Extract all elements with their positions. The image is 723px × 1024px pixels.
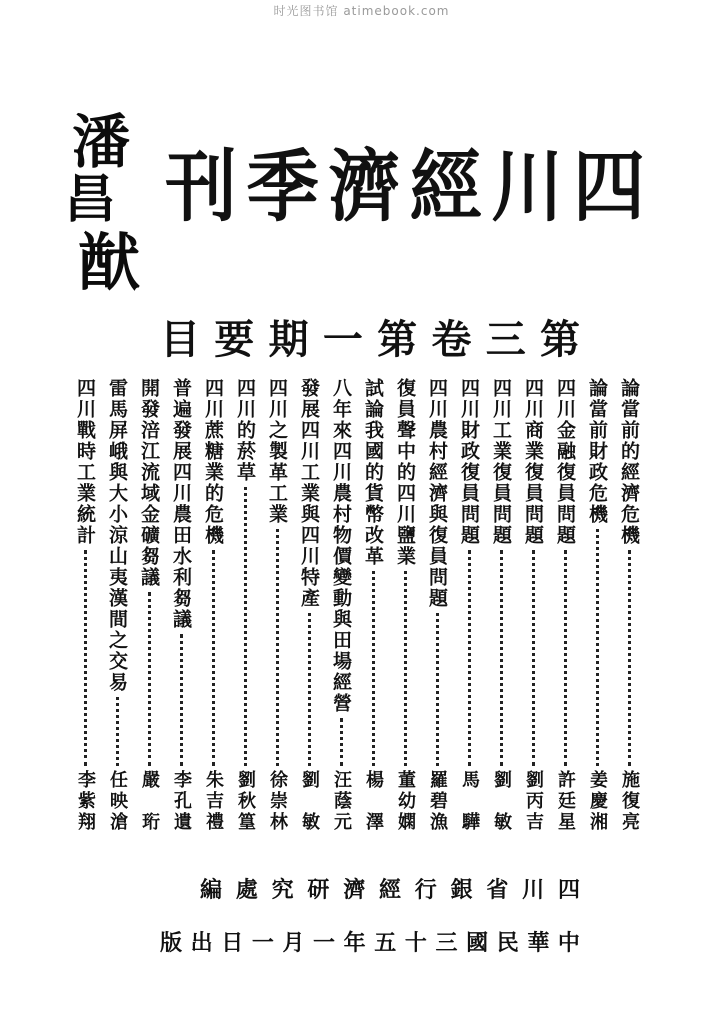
toc-author: 姜慶湘 <box>587 770 608 833</box>
toc-author: 劉 敏 <box>491 770 512 833</box>
title-char: 濟 <box>328 140 401 232</box>
toc-author: 劉秋篁 <box>235 770 256 833</box>
publication-date <box>160 926 580 957</box>
date-char: 一 <box>313 930 336 956</box>
toc-title: 四川農村經濟與復員問題 <box>426 378 448 609</box>
toc-leader-dots <box>372 571 375 766</box>
toc-author: 楊 澤 <box>363 770 384 833</box>
toc-leader-dots <box>212 550 215 766</box>
date-char: 民 <box>496 930 519 956</box>
publisher-char: 川 <box>522 877 545 903</box>
toc-entry <box>616 378 642 833</box>
toc-title: 論當前的經濟危機 <box>618 378 640 546</box>
toc-leader-dots <box>628 550 631 766</box>
toc-title: 四川工業復員問題 <box>490 378 512 546</box>
calligraphy-char: 潘 <box>72 108 131 176</box>
toc-title: 試論我國的貨幣改革 <box>362 378 384 567</box>
toc-title: 四川之製革工業 <box>266 378 288 525</box>
toc-author: 朱吉禮 <box>203 770 224 833</box>
issue-char: 目 <box>160 316 200 363</box>
publisher-char: 四 <box>557 877 580 903</box>
toc-entry <box>232 378 258 833</box>
toc-title: 四川商業復員問題 <box>522 378 544 546</box>
title-char: 刊 <box>165 140 238 232</box>
publisher-char: 省 <box>486 877 509 903</box>
publisher-char: 銀 <box>450 877 473 903</box>
toc-leader-dots <box>180 634 183 766</box>
toc-leader-dots <box>276 529 279 766</box>
issue-char: 三 <box>485 316 526 363</box>
date-char: 五 <box>374 930 397 956</box>
toc-entry <box>392 378 418 833</box>
toc-leader-dots <box>532 550 535 766</box>
toc-entry <box>72 378 98 833</box>
toc-title: 四川蔗糖業的危機 <box>202 378 224 546</box>
watermark: 时光图书馆 atimebook.com <box>273 4 450 18</box>
publisher-char: 經 <box>378 877 401 903</box>
publisher-char: 研 <box>307 877 330 903</box>
toc-title: 四川金融復員問題 <box>554 378 576 546</box>
toc-leader-dots <box>596 529 599 766</box>
toc-entry <box>456 378 482 833</box>
toc-author: 李孔遺 <box>171 770 192 833</box>
date-char: 年 <box>343 930 366 956</box>
issue-char: 要 <box>214 316 255 363</box>
title-char: 經 <box>409 140 482 232</box>
toc-leader-dots <box>116 697 119 766</box>
toc-leader-dots <box>84 550 87 766</box>
toc-leader-dots <box>500 550 503 766</box>
toc-leader-dots <box>468 550 471 766</box>
toc-entry <box>584 378 610 833</box>
toc-author: 羅碧漁 <box>427 770 448 833</box>
toc-title: 發展四川工業與四川特產 <box>298 378 320 609</box>
issue-char: 一 <box>322 316 363 363</box>
toc-entry <box>424 378 450 833</box>
toc-entry <box>136 378 162 833</box>
toc-entry <box>360 378 386 833</box>
calligraphy-char: 昌 <box>64 169 117 230</box>
toc-title: 開發涪江流域金礦芻議 <box>138 378 160 588</box>
toc-entry <box>168 378 194 833</box>
date-char: 一 <box>251 930 274 956</box>
publisher-char: 處 <box>235 877 258 903</box>
date-char: 版 <box>160 930 183 956</box>
date-char: 三 <box>435 930 458 956</box>
toc-title: 論當前財政危機 <box>586 378 608 525</box>
publisher-char: 濟 <box>343 877 366 903</box>
title-char: 川 <box>491 140 564 232</box>
toc-title: 八年來四川農村物價變動與田場經營 <box>330 378 352 714</box>
toc-leader-dots <box>340 718 343 766</box>
toc-entry <box>200 378 226 833</box>
date-char: 日 <box>221 930 244 956</box>
toc-title: 四川的菸草 <box>234 378 256 483</box>
toc-author: 董幼嫻 <box>395 770 416 833</box>
publisher-char: 編 <box>200 877 223 903</box>
toc-author: 徐崇林 <box>267 770 288 833</box>
issue-heading <box>160 308 580 365</box>
calligraphy-signature <box>60 95 155 299</box>
calligraphy-char: 猷 <box>78 226 141 299</box>
date-char: 月 <box>282 930 305 956</box>
publisher-line <box>200 873 580 904</box>
date-char: 十 <box>404 930 427 956</box>
toc-leader-dots <box>564 550 567 766</box>
date-char: 中 <box>557 930 580 956</box>
toc-leader-dots <box>244 487 247 766</box>
toc-author: 嚴 珩 <box>139 770 160 833</box>
date-char: 出 <box>190 930 213 956</box>
toc-title: 普遍發展四川農田水利芻議 <box>170 378 192 630</box>
issue-char: 期 <box>268 316 309 363</box>
toc-author: 馬 驊 <box>459 770 480 833</box>
issue-char: 卷 <box>431 316 472 363</box>
toc-author: 汪蔭元 <box>331 770 352 833</box>
toc-author: 李紫翔 <box>75 770 96 833</box>
toc-title: 四川戰時工業統計 <box>74 378 96 546</box>
toc-author: 任映滄 <box>107 770 128 833</box>
date-char: 國 <box>466 930 489 956</box>
toc-leader-dots <box>148 592 151 766</box>
toc-author: 施復亮 <box>619 770 640 833</box>
toc-leader-dots <box>308 613 311 766</box>
toc-author: 劉丙吉 <box>523 770 544 833</box>
date-char: 華 <box>527 930 550 956</box>
toc-entry <box>328 378 354 833</box>
toc-entry <box>296 378 322 833</box>
toc-author: 劉 敏 <box>299 770 320 833</box>
issue-char: 第 <box>539 316 580 363</box>
toc-entry <box>520 378 546 833</box>
toc-leader-dots <box>404 571 407 766</box>
toc-title: 四川財政復員問題 <box>458 378 480 546</box>
title-char: 季 <box>246 140 319 232</box>
journal-title <box>165 128 645 232</box>
toc-author: 許廷星 <box>555 770 576 833</box>
toc-entry <box>104 378 130 833</box>
toc-title: 雷馬屏峨與大小涼山夷漢間之交易 <box>106 378 128 693</box>
toc-leader-dots <box>436 613 439 766</box>
table-of-contents <box>72 378 642 833</box>
toc-title: 復員聲中的四川鹽業 <box>394 378 416 567</box>
issue-char: 第 <box>377 316 418 363</box>
title-char: 四 <box>572 140 645 232</box>
publisher-char: 行 <box>414 877 437 903</box>
toc-entry <box>488 378 514 833</box>
toc-entry <box>552 378 578 833</box>
toc-entry <box>264 378 290 833</box>
publisher-char: 究 <box>271 877 294 903</box>
